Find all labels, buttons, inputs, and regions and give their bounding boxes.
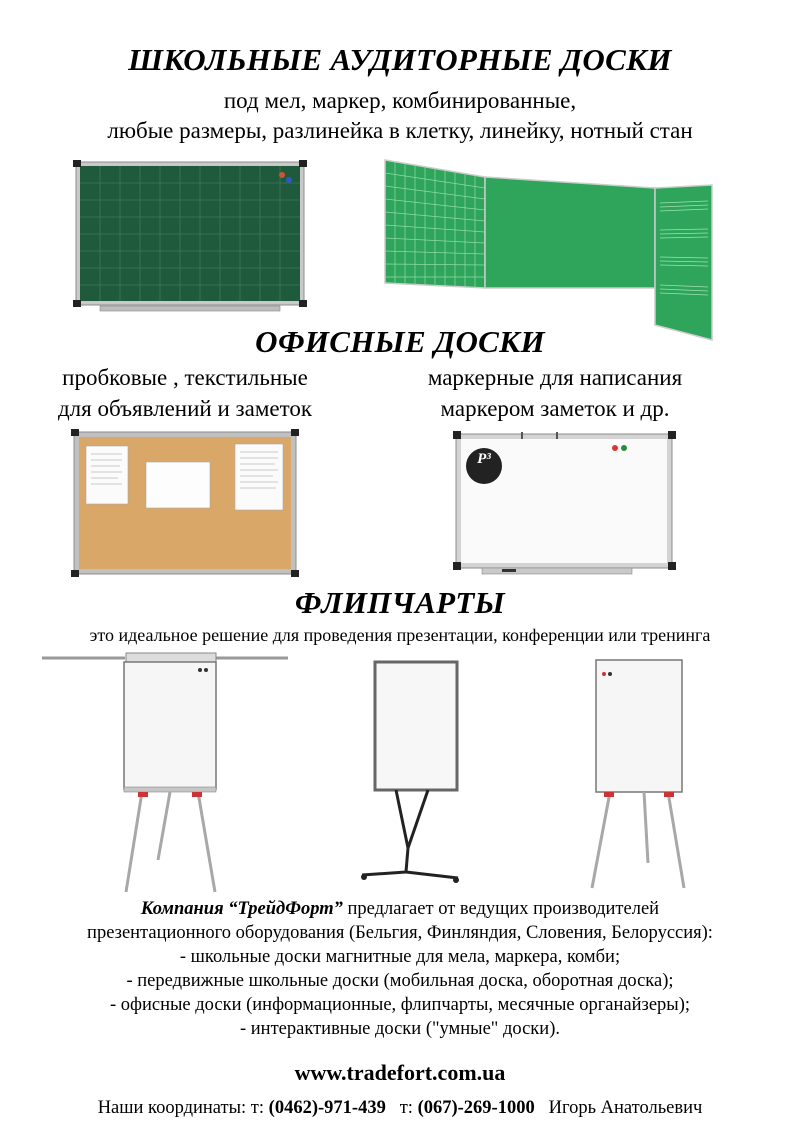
contact-person: Игорь Анатольевич	[534, 1098, 703, 1118]
chalkboard-grid-image	[70, 158, 310, 318]
company-name: Компания “ТрейдФорт”	[140, 899, 343, 919]
flipchart-with-arms-image	[40, 652, 290, 897]
contacts-line	[0, 1098, 800, 1119]
cork-board-caption-line2: для объявлений и заметок	[57, 396, 313, 421]
mobile-flipchart-image	[358, 660, 468, 885]
company-list-item: - офисные доски (информационные, флипчарты, месячные органайзеры);	[109, 995, 691, 1015]
company-list-item: - школьные доски магнитные для мела, маркера, комби;	[179, 947, 621, 967]
company-list-item: - интерактивные доски ("умные" доски).	[240, 1019, 560, 1039]
company-intro-line2: презентационного оборудования (Бельгия, Финляндия, Словения, Белоруссия):	[87, 923, 713, 943]
contacts-label: Наши координаты: т:	[97, 1098, 269, 1118]
whiteboard-logo-text: P³	[477, 451, 491, 467]
office-boards-title: ОФИСНЫЕ ДОСКИ	[255, 324, 545, 359]
company-intro-rest: предлагает от ведущих производителей	[342, 899, 660, 919]
flipcharts-subtitle: это идеальное решение для проведения презентации, конференции или тренинга	[89, 625, 711, 645]
school-boards-line2: любые размеры, разлинейка в клетку, линейку, нотный стан	[107, 118, 693, 143]
flipchart-tripod-image	[578, 658, 698, 893]
company-intro-line1	[0, 898, 800, 922]
marker-board-caption-line1: маркерные для написания	[427, 365, 683, 390]
school-boards-title: ШКОЛЬНЫЕ АУДИТОРНЫЕ ДОСКИ	[128, 42, 672, 77]
phone-1[interactable]: (0462)-971-439	[268, 1098, 386, 1118]
flipcharts-title: ФЛИПЧАРТЫ	[295, 585, 505, 620]
website-link[interactable]: www.tradefort.com.ua	[294, 1060, 506, 1085]
contacts-phone2-label: т:	[385, 1098, 418, 1118]
company-list-item: - передвижные школьные доски (мобильная доска, оборотная доска);	[126, 971, 674, 991]
cork-board-caption-line1: пробковые , текстильные	[62, 365, 308, 390]
folding-chalkboard-image	[380, 155, 720, 340]
phone-2[interactable]: (067)-269-1000	[417, 1098, 535, 1118]
school-boards-line1: под мел, маркер, комбинированные,	[223, 88, 577, 113]
cork-board-image	[70, 428, 300, 578]
marker-board-caption-line2: маркером заметок и др.	[440, 396, 670, 421]
